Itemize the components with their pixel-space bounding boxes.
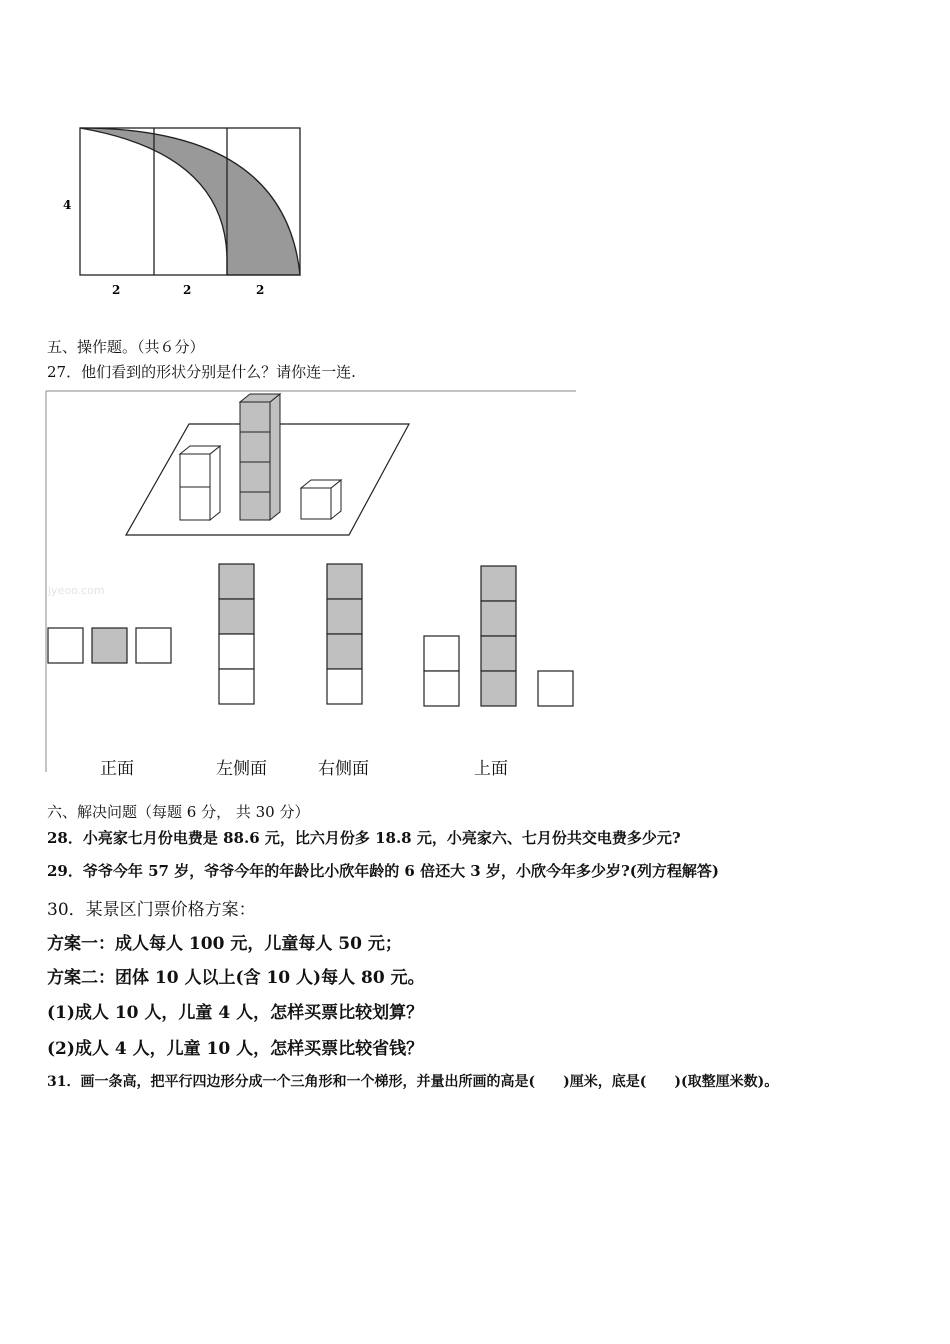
cube-stack-left bbox=[180, 446, 220, 520]
shaded-arc-figure bbox=[55, 118, 315, 303]
view-b-column bbox=[219, 564, 254, 704]
watermark-text: jyeoo.com bbox=[48, 584, 105, 597]
question-30-sub-1: (1)成人 10 人，儿童 4 人，怎样买票比较划算？ bbox=[47, 1003, 424, 1023]
view-d-columns bbox=[424, 566, 573, 706]
cube-stack-middle bbox=[240, 394, 280, 520]
label-right-side: 右侧面 bbox=[318, 759, 369, 779]
question-31: 31．画一条高，把平行四边形分成一个三角形和一个梯形，并量出所画的高是( )厘米，底是( )(取整厘米数)。 bbox=[47, 1074, 779, 1090]
question-29: 29．爷爷今年 57 岁，爷爷今年的年龄比小欣年龄的 6 倍还大 3 岁，小欣今年多少岁?(列方程解答) bbox=[47, 862, 719, 880]
section5-heading: 五、操作题。（共６分） bbox=[47, 338, 205, 356]
cubes-views-figure bbox=[44, 390, 576, 790]
question-30-plan-1: 方案一：成人每人 100 元，儿童每人 50 元； bbox=[47, 934, 402, 954]
view-c-column bbox=[327, 564, 362, 704]
view-a-row bbox=[48, 628, 171, 663]
label-top: 上面 bbox=[474, 759, 508, 779]
question-30-plan-2: 方案二：团体 10 人以上(含 10 人)每人 80 元。 bbox=[47, 968, 425, 988]
width-label-1: 2 bbox=[112, 283, 121, 297]
cube-single-right bbox=[301, 480, 341, 519]
width-label-3: 2 bbox=[256, 283, 265, 297]
label-left-side: 左侧面 bbox=[216, 759, 267, 779]
width-label-2: 2 bbox=[183, 283, 192, 297]
label-front: 正面 bbox=[100, 759, 134, 779]
question-30-sub-2: (2)成人 4 人，儿童 10 人，怎样买票比较省钱？ bbox=[47, 1039, 424, 1059]
section6-heading: 六、解决问题（每题 6 分， 共 30 分） bbox=[47, 803, 310, 821]
question-28: 28．小亮家七月份电费是 88.6 元，比六月份多 18.8 元，小亮家六、七月份共交电费多少元? bbox=[47, 829, 681, 847]
shaded-region bbox=[80, 128, 300, 275]
height-label: 4 bbox=[63, 198, 72, 212]
question-27: 27．他们看到的形状分别是什么？请你连一连. bbox=[47, 363, 356, 381]
question-30-title: 30．某景区门票价格方案： bbox=[47, 900, 256, 920]
